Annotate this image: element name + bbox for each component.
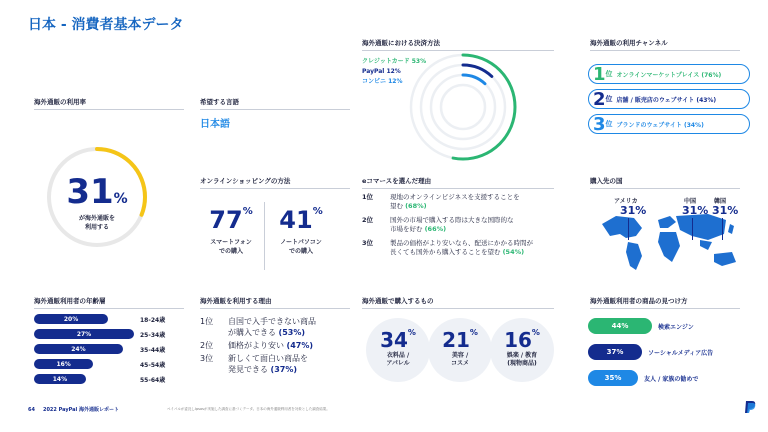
purchase-reason-item (200, 316, 350, 338)
usage-caption (42, 214, 152, 232)
channel-rank: 3 (593, 113, 606, 135)
reason-line1: 製品の価格がより安いなら、配送にかかる時間が (390, 239, 533, 247)
channels-list (588, 64, 750, 134)
reason-rank: 1位 (362, 193, 374, 201)
channel-rank-unit: 位 (605, 120, 613, 128)
purchase-percent-sign: % (531, 328, 540, 337)
age-bar-value: 24% (71, 345, 86, 353)
payment-radial-chart (408, 52, 518, 162)
discovery-item (588, 318, 758, 334)
countries-heading: 購入先の国 (590, 176, 740, 189)
country-pin-china (692, 218, 693, 240)
channel-rank: 1 (593, 63, 606, 85)
usage-caption-line2: 利用する (84, 224, 109, 231)
laptop-percent: 41 (279, 206, 313, 234)
country-pct-korea: 31% (712, 204, 739, 217)
usage-percent-sign: % (113, 191, 128, 207)
age-bar-row (34, 374, 194, 384)
channel-label: オンラインマーケットプレイス (76%) (616, 71, 722, 79)
laptop-stat (270, 206, 332, 256)
smartphone-label-line2: での購入 (218, 248, 243, 255)
purchase-reason-item (200, 353, 350, 375)
purchase-reasons-heading: 海外通販を利用する理由 (200, 296, 350, 309)
age-bar-label: 18-24歳 (140, 316, 166, 324)
page-number: 64 (28, 406, 35, 413)
channels-heading: 海外通販の利用チャンネル (590, 38, 740, 51)
purchase-percent-sign: % (407, 328, 416, 337)
age-bar-track (34, 329, 134, 339)
country-name-usa: アメリカ (614, 198, 638, 205)
usage-stat (42, 172, 152, 212)
reason-pct: (66%) (424, 225, 447, 233)
discovery-pct-pill: 35% (588, 370, 638, 386)
purchase-label-line2: (現物商品) (507, 360, 537, 367)
age-bar-track (34, 314, 134, 324)
reason-pct: (68%) (405, 202, 427, 210)
channel-rank-unit: 位 (605, 70, 613, 78)
age-bar-track (34, 344, 134, 354)
paypal-logo-icon (744, 400, 756, 414)
shopping-method-divider (264, 202, 265, 270)
purchase-reason-pct: (37%) (270, 365, 298, 374)
discovery-label: 検索エンジン (658, 323, 694, 331)
discovery-item (588, 370, 758, 386)
channel-item (588, 114, 750, 134)
reasons-list (362, 193, 562, 257)
reason-item (362, 216, 562, 234)
footer (28, 406, 330, 413)
purchase-label-line2: コスメ (450, 360, 469, 367)
purchase-reason-line1: 価格がより安い (228, 341, 284, 350)
country-pct-usa: 31% (620, 204, 647, 217)
age-bar-row (34, 329, 194, 339)
country-name-korea: 韓国 (714, 198, 727, 205)
discovery-pct-pill: 44% (588, 318, 652, 334)
channel-item (588, 64, 750, 84)
purchase-reason-rank: 2位 (200, 341, 214, 350)
reason-line1: 国外の市場で購入する際は大きな国際的な (390, 216, 514, 224)
smartphone-stat (200, 206, 262, 256)
language-value: 日本語 (200, 119, 230, 130)
age-bar-row (34, 344, 194, 354)
country-pct-china: 31% (682, 204, 709, 217)
usage-percent: 31 (66, 172, 114, 212)
channel-rank: 2 (593, 88, 606, 110)
page-title: 日本 - 消費者基本データ (28, 17, 184, 33)
purchase-reason-line2: が購入できる (228, 328, 276, 337)
discovery-pct-pill: 37% (588, 344, 642, 360)
country-marker-usa (600, 196, 660, 217)
reason-line2: 長くても国外から購入することを望む (390, 248, 501, 256)
purchase-circle-beauty (428, 318, 492, 382)
discovery-label: 友人 / 家族の勧めで (644, 375, 699, 383)
reasons-heading: eコマースを選んだ理由 (362, 176, 554, 189)
reason-line1: 現地のオンラインビジネスを支援することを (390, 193, 520, 201)
smartphone-percent-sign: % (242, 206, 253, 217)
purchase-label-line2: アパレル (386, 360, 410, 367)
age-bar-label: 45-54歳 (140, 361, 166, 369)
discovery-label: ソーシャルメディア広告 (648, 349, 714, 357)
usage-caption-line1: が海外通販を (78, 215, 115, 222)
purchase-percent: 16 (504, 328, 532, 352)
reason-rank: 3位 (362, 239, 374, 247)
reason-pct: (54%) (502, 248, 525, 256)
age-bar-row (34, 359, 194, 369)
smartphone-percent: 77 (209, 206, 243, 234)
purchase-reason-line1: 新しくて面白い商品を (228, 354, 308, 363)
age-bar-value: 14% (52, 375, 68, 383)
age-bar-row (34, 314, 194, 324)
purchase-reason-item (200, 340, 350, 351)
channel-label: 店舗 / 販売店のウェブサイト (43%) (616, 96, 717, 104)
reason-line2: 市場を好む (390, 225, 423, 233)
purchases-heading: 海外通販で購入するもの (362, 296, 554, 309)
discovery-heading: 海外通販利用者の商品の見つけ方 (590, 296, 740, 309)
purchase-percent-sign: % (469, 328, 478, 337)
age-bar-label: 35-44歳 (140, 346, 166, 354)
age-bars (34, 314, 194, 389)
purchase-reason-rank: 1位 (200, 317, 214, 326)
reason-rank: 2位 (362, 216, 374, 224)
payment-legend-credit: クレジットカード 53% (362, 58, 427, 65)
payment-heading: 海外通販における決済方法 (362, 38, 554, 51)
age-bar-track (34, 374, 134, 384)
age-bar-value: 16% (56, 360, 71, 368)
usage-heading: 海外通販の利用率 (34, 97, 184, 110)
country-pin-usa (628, 218, 629, 240)
purchase-label-line1: 娯楽 / 教育 (506, 352, 538, 359)
purchase-label-line1: 衣料品 / (386, 352, 410, 359)
age-heading: 海外通販利用者の年齢層 (34, 296, 184, 309)
purchase-percent: 21 (442, 328, 470, 352)
country-pin-korea (722, 218, 723, 240)
smartphone-label-line1: スマートフォン (210, 239, 252, 246)
country-marker-korea (710, 196, 750, 217)
channel-item (588, 89, 750, 109)
age-bar-value: 27% (76, 330, 92, 338)
discovery-item (588, 344, 758, 360)
purchase-circle-apparel (366, 318, 430, 382)
purchase-reason-rank: 3位 (200, 354, 214, 363)
purchase-reason-pct: (47%) (286, 341, 314, 350)
shopping-method-heading: オンラインショッピングの方法 (200, 176, 350, 189)
language-heading: 希望する言語 (200, 97, 350, 110)
purchase-reason-line1: 自国で入手できない商品 (228, 317, 316, 326)
purchase-reasons-list (200, 316, 350, 375)
age-bar-label: 25-34歳 (140, 331, 166, 339)
age-bar-value: 20% (63, 315, 79, 323)
country-name-china: 中国 (684, 198, 697, 205)
laptop-label-line1: ノートパソコン (280, 239, 322, 246)
purchase-reason-pct: (53%) (278, 328, 306, 337)
report-title: 2022 PayPal 海外通販レポート (42, 407, 119, 413)
purchase-label-line1: 美容 / (451, 352, 469, 359)
age-bar-track (34, 359, 134, 369)
channel-label: ブランドのウェブサイト (34%) (616, 121, 704, 129)
laptop-label-line2: での購入 (288, 248, 313, 255)
reason-line2: 望む (390, 202, 403, 210)
payment-legend-paypal: PayPal 12% (362, 68, 401, 75)
discovery-list (588, 318, 758, 386)
reason-item (362, 239, 562, 257)
purchase-percent: 34 (380, 328, 408, 352)
channel-rank-unit: 位 (605, 95, 613, 103)
reason-item (362, 193, 562, 211)
payment-legend-konbini: コンビニ 12% (362, 78, 403, 85)
age-bar-label: 55-64歳 (140, 376, 166, 384)
laptop-percent-sign: % (312, 206, 323, 217)
purchase-reason-line2: 発見できる (228, 365, 268, 374)
purchase-circle-entertainment (490, 318, 554, 382)
footnote: ペイパルが委託しIpsosが実施した調査に基づくデータ。日本の海外通販利用者を対象とした調査結果。 (167, 407, 330, 411)
